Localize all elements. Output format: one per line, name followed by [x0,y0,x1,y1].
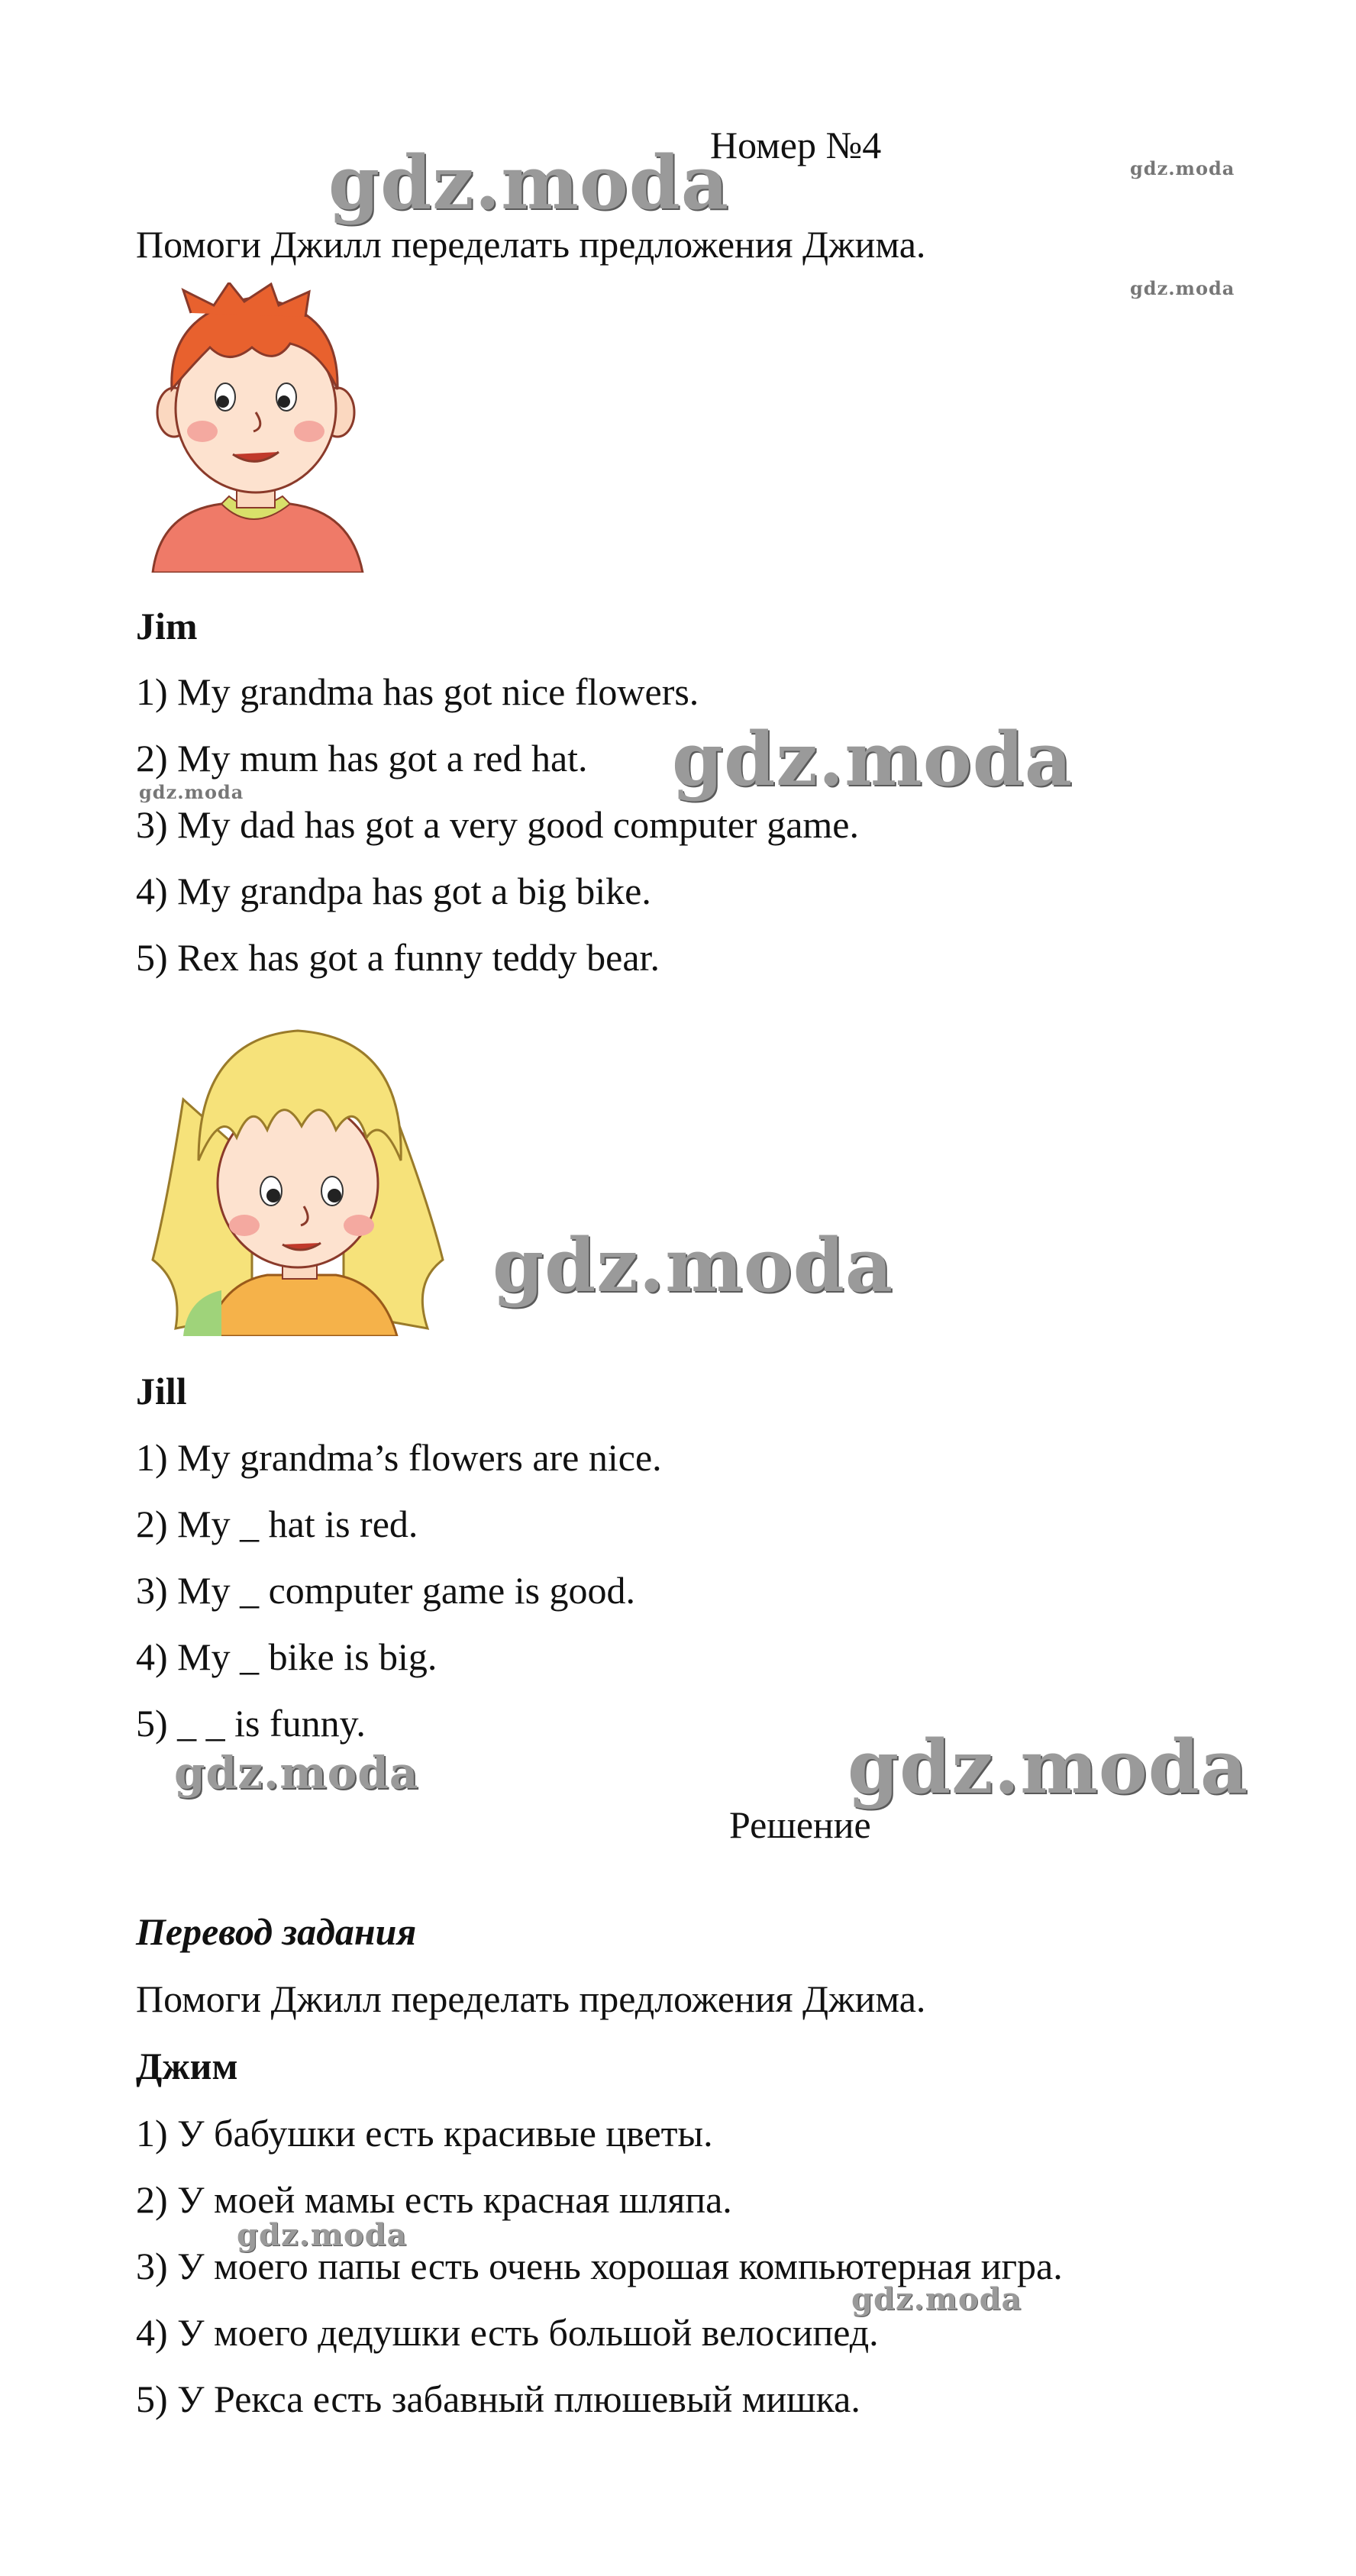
jim-ru-sentence-5: 5) У Рекса есть забавный плюшевый мишка. [136,2377,860,2420]
jim-ru-heading: Джим [136,2045,238,2087]
jim-sentence-3: 3) My dad has got a very good computer game. [136,803,859,846]
jill-sentence-5: 5) _ _ is funny. [136,1702,366,1745]
translation-heading: Перевод задания [136,1910,417,1953]
solution-heading: Решение [729,1803,871,1846]
jim-heading: Jim [136,605,198,647]
jim-ru-sentence-2: 2) У моей мамы есть красная шляпа. [136,2178,732,2221]
jim-ru-sentence-1: 1) У бабушки есть красивые цветы. [136,2112,713,2155]
watermark: gdz.moda [1130,277,1235,299]
watermark: gdz.moda [174,1747,419,1799]
jim-sentence-1: 1) My grandma has got nice flowers. [136,670,699,713]
jim-ru-sentence-4: 4) У моего дедушки есть большой велосипед. [136,2311,879,2354]
task-instruction: Помоги Джилл переделать предложения Джима. [136,223,926,266]
jill-sentence-3: 3) My _ computer game is good. [136,1569,636,1612]
jill-sentence-2: 2) My _ hat is red. [136,1503,418,1545]
jim-sentence-2: 2) My mum has got a red hat. [136,737,588,780]
watermark: gdz.moda [672,716,1074,802]
watermark: gdz.moda [328,140,730,226]
jill-sentence-1: 1) My grandma’s flowers are nice. [136,1436,662,1479]
jill-illustration [137,1008,458,1336]
jim-ru-sentence-3: 3) У моего папы есть очень хорошая компьютерная игра. [136,2245,1063,2287]
jim-sentence-5: 5) Rex has got a funny teddy bear. [136,936,660,979]
watermark: gdz.moda [848,1724,1249,1810]
jim-illustration [137,282,366,573]
jill-heading: Jill [136,1370,187,1412]
jill-sentence-4: 4) My _ bike is big. [136,1635,437,1678]
watermark: gdz.moda [851,2281,1022,2317]
watermark: gdz.moda [1130,157,1235,179]
watermark: gdz.moda [492,1222,894,1309]
page-title: Номер №4 [710,124,882,166]
watermark: gdz.moda [237,2217,408,2253]
translation-instruction: Помоги Джилл переделать предложения Джима. [136,1977,926,2020]
jim-sentence-4: 4) My grandpa has got a big bike. [136,870,651,912]
watermark: gdz.moda [139,781,244,803]
